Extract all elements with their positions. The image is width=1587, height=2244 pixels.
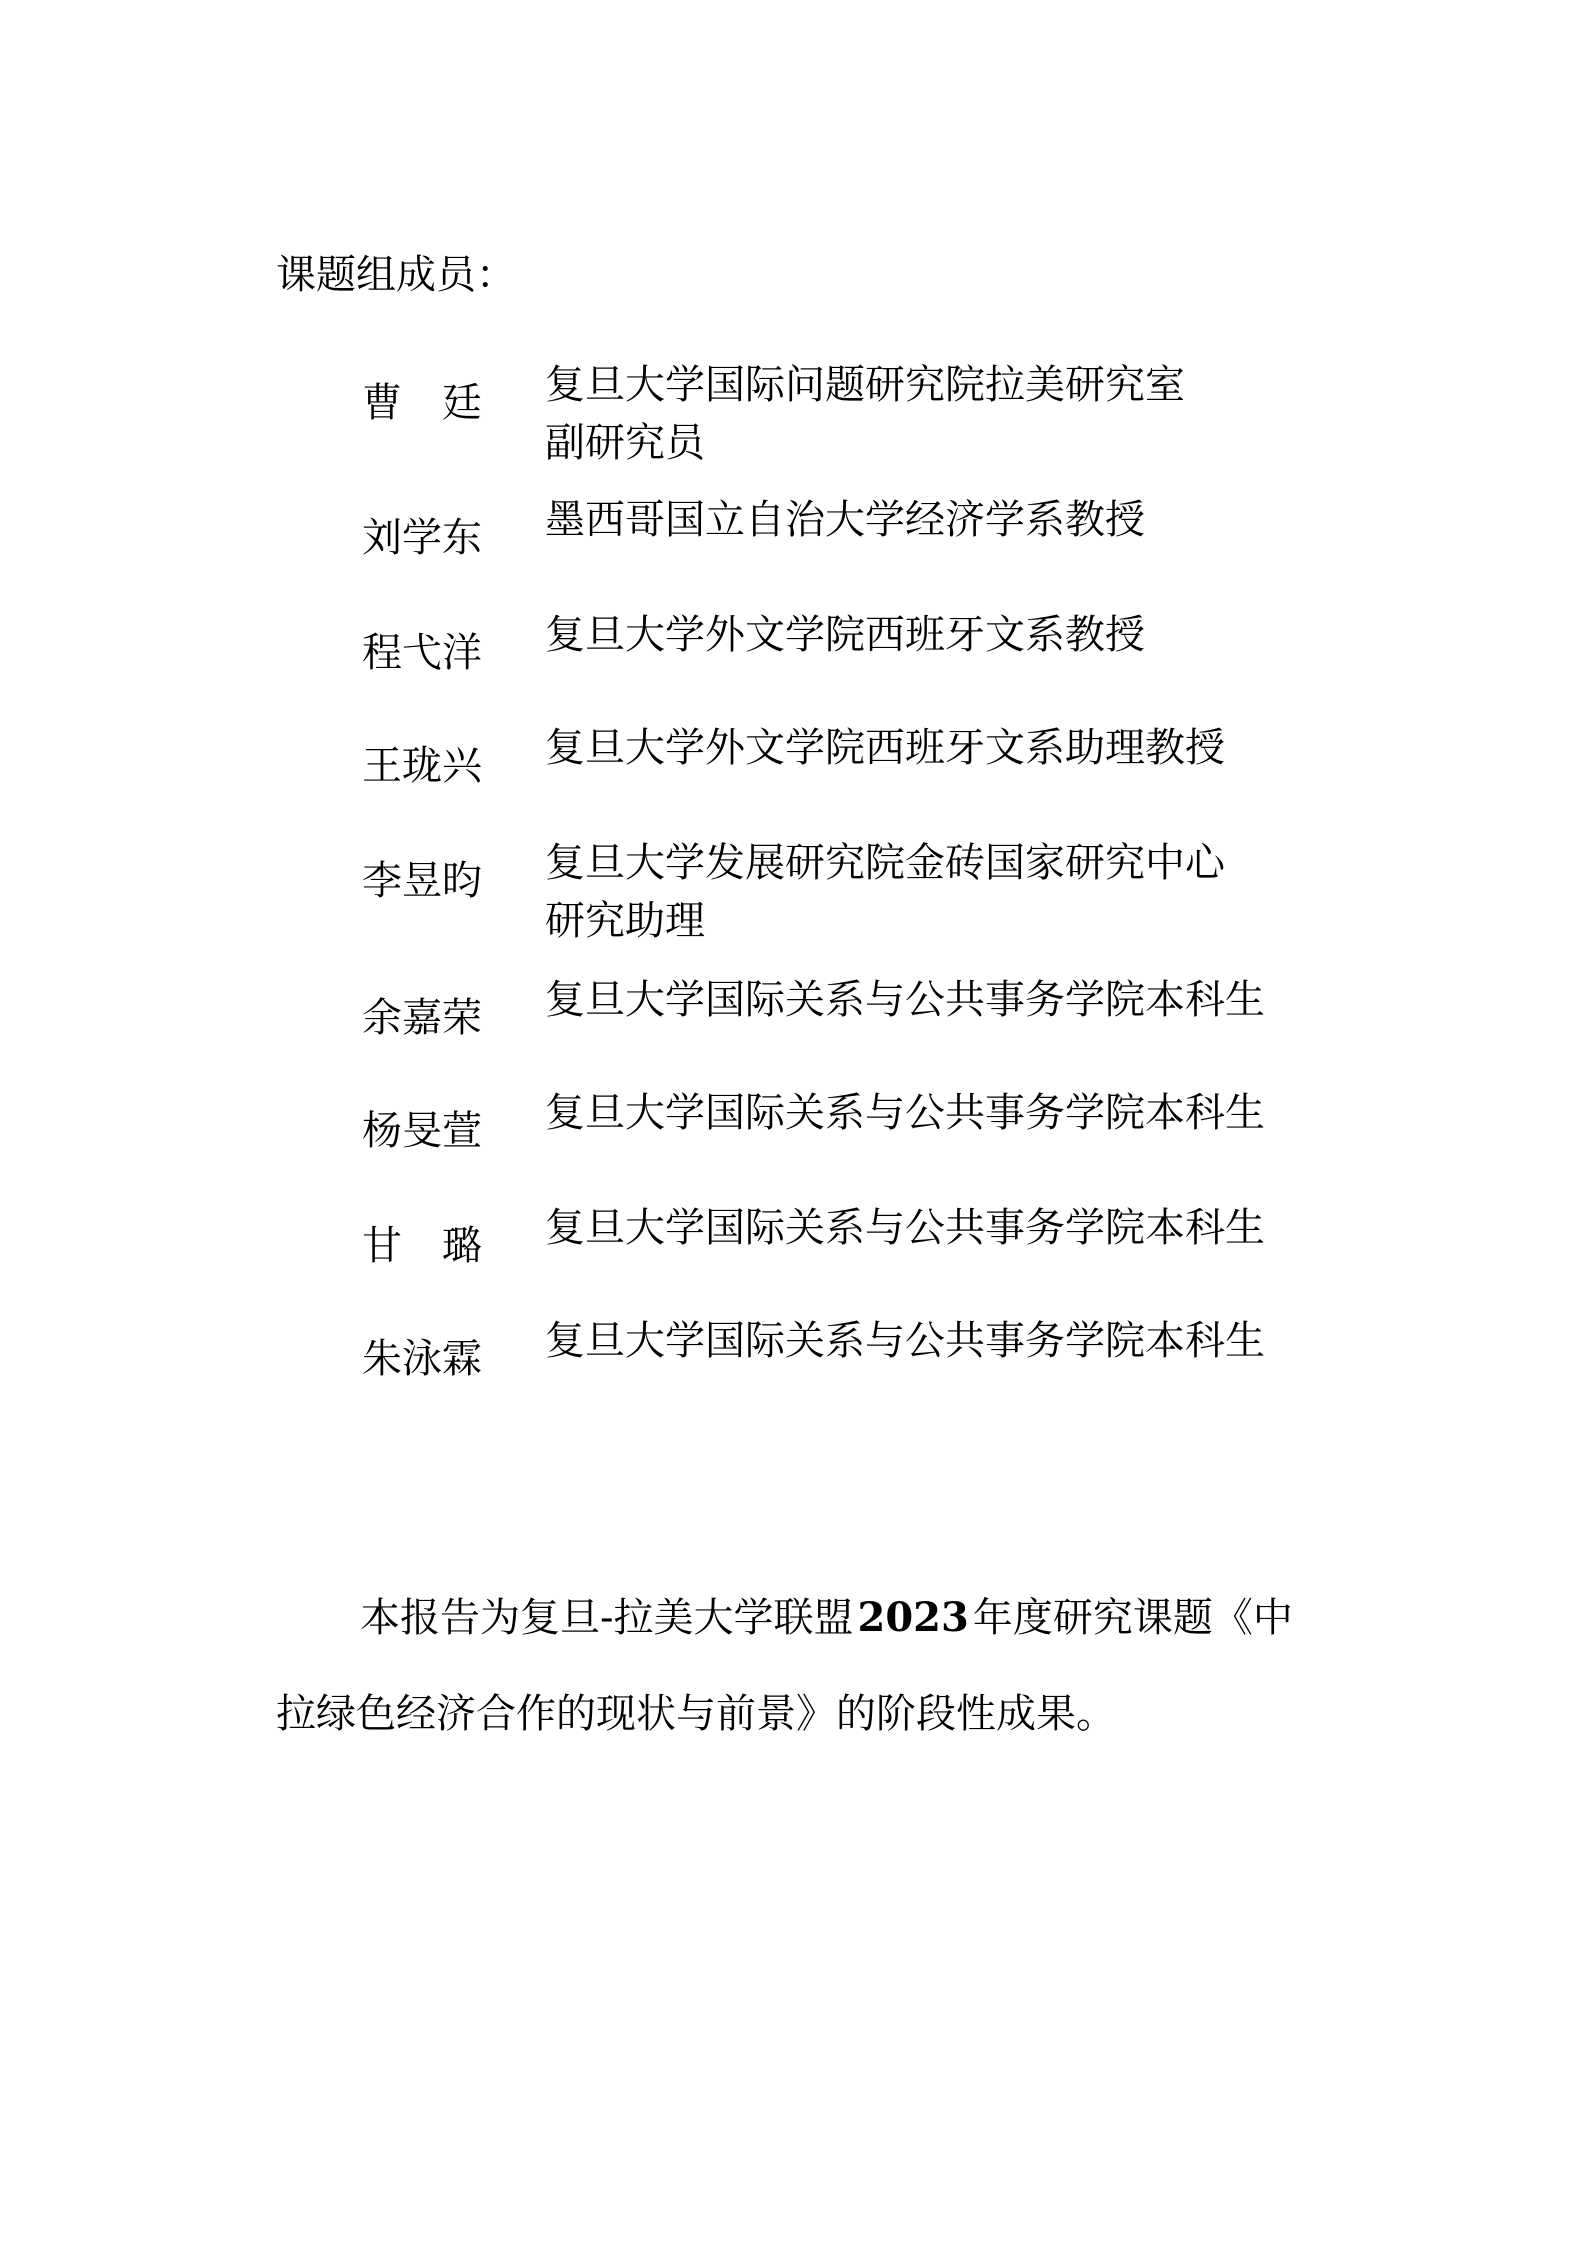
members-heading: 课题组成员： xyxy=(276,252,516,298)
member-name: 朱泳霖 xyxy=(362,1336,482,1382)
member-affiliation: 复旦大学国际关系与公共事务学院本科生 xyxy=(545,1318,1265,1364)
member-affiliation: 复旦大学外文学院西班牙文系助理教授 xyxy=(545,725,1225,771)
member-affiliation: 复旦大学外文学院西班牙文系教授 xyxy=(545,612,1145,658)
member-entry xyxy=(0,360,1587,470)
member-name: 程弋洋 xyxy=(362,630,482,676)
member-entry xyxy=(0,495,1587,605)
member-entry xyxy=(0,1203,1587,1313)
member-entry xyxy=(0,723,1587,833)
member-name: 刘学东 xyxy=(362,515,482,561)
member-name: 甘 璐 xyxy=(362,1223,482,1269)
member-entry xyxy=(0,1316,1587,1426)
member-name: 杨旻萱 xyxy=(362,1108,482,1154)
member-affiliation: 复旦大学国际关系与公共事务学院本科生 xyxy=(545,977,1265,1023)
member-affiliation: 复旦大学发展研究院金砖国家研究中心 研究助理 xyxy=(545,840,1225,944)
report-note xyxy=(276,1570,1326,1762)
member-affiliation: 复旦大学国际关系与公共事务学院本科生 xyxy=(545,1205,1265,1251)
member-entry xyxy=(0,838,1587,948)
member-name: 余嘉荣 xyxy=(362,995,482,1041)
report-note-suffix: 年度研究课题《中拉绿色经济合作的现状与前景》的阶段性成果。 xyxy=(276,1595,1293,1737)
member-name: 曹 廷 xyxy=(362,380,482,426)
member-name: 李昱昀 xyxy=(362,858,482,904)
member-name: 王珑兴 xyxy=(362,743,482,789)
member-affiliation: 复旦大学国际问题研究院拉美研究室 副研究员 xyxy=(545,362,1185,466)
member-entry xyxy=(0,975,1587,1085)
member-entry xyxy=(0,610,1587,720)
member-entry xyxy=(0,1088,1587,1198)
report-year: 2023 xyxy=(857,1594,969,1641)
member-affiliation: 墨西哥国立自治大学经济学系教授 xyxy=(545,497,1145,543)
member-affiliation: 复旦大学国际关系与公共事务学院本科生 xyxy=(545,1090,1265,1136)
report-note-prefix: 本报告为复旦-拉美大学联盟 xyxy=(360,1595,854,1641)
